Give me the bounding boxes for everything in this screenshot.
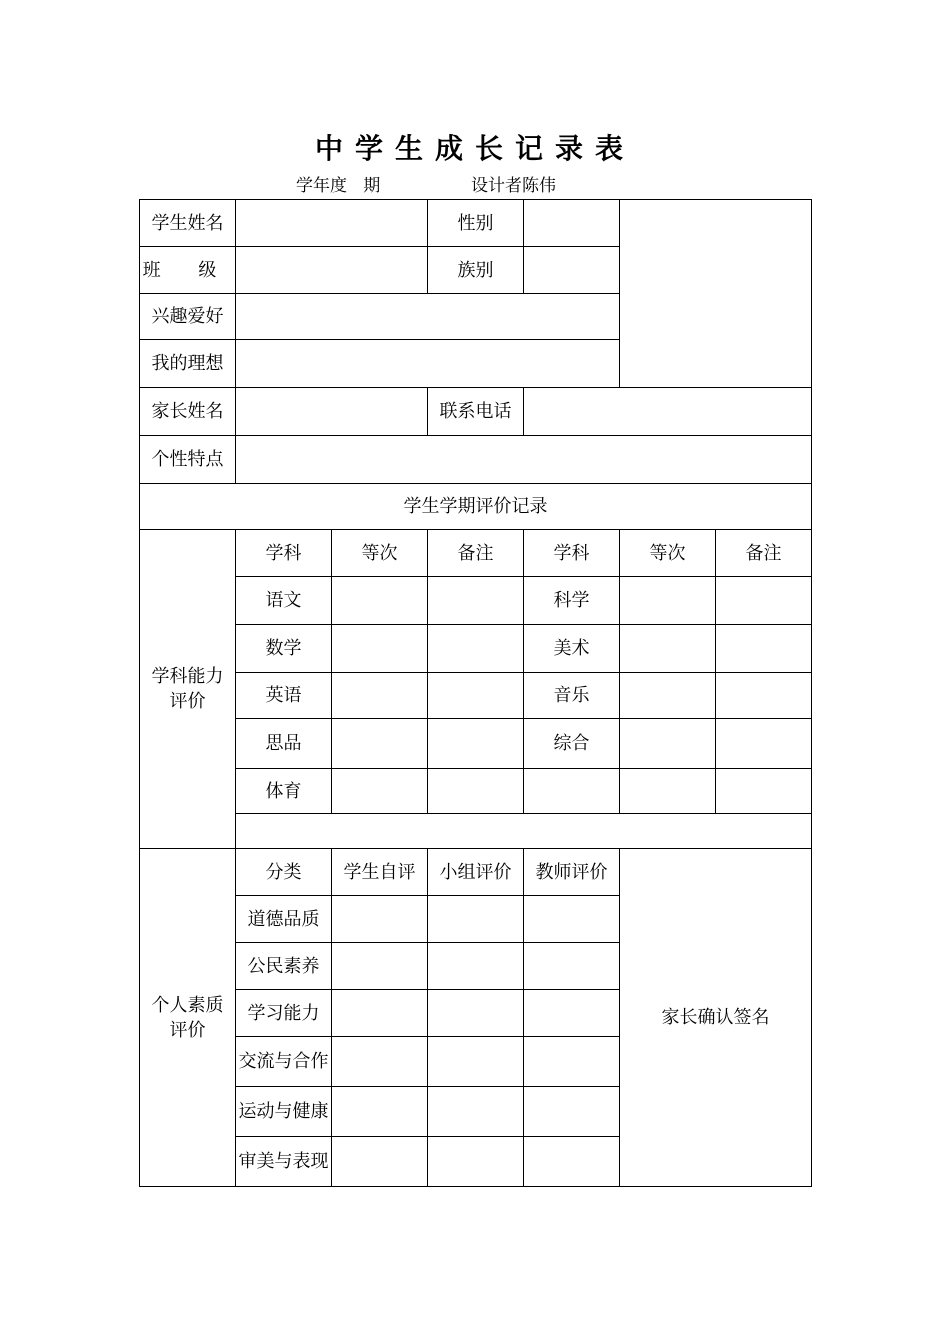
grade-field[interactable] bbox=[332, 769, 428, 814]
parent-name-label: 家长姓名 bbox=[140, 388, 236, 436]
self-eval-header: 学生自评 bbox=[332, 849, 428, 896]
gender-field[interactable] bbox=[524, 200, 620, 247]
teacher-eval-field[interactable] bbox=[524, 896, 620, 943]
school-year-term: 学年度 期 bbox=[296, 176, 381, 196]
self-eval-field[interactable] bbox=[332, 896, 428, 943]
designer-credit: 设计者陈伟 bbox=[471, 176, 556, 196]
remark-field[interactable] bbox=[428, 769, 524, 814]
teacher-eval-field[interactable] bbox=[524, 1037, 620, 1087]
hobbies-label: 兴趣爱好 bbox=[140, 294, 236, 340]
growth-record-table bbox=[139, 199, 812, 1187]
grade-field[interactable] bbox=[332, 673, 428, 719]
grade-field[interactable] bbox=[332, 719, 428, 769]
category-name: 运动与健康 bbox=[236, 1087, 332, 1137]
ethnicity-label: 族别 bbox=[428, 247, 524, 294]
remark-field[interactable] bbox=[716, 719, 812, 769]
subject-name bbox=[524, 769, 620, 814]
remark-field[interactable] bbox=[428, 673, 524, 719]
subject-header: 学科 bbox=[524, 530, 620, 577]
remark-header: 备注 bbox=[428, 530, 524, 577]
grade-header: 等次 bbox=[332, 530, 428, 577]
group-eval-field[interactable] bbox=[428, 1087, 524, 1137]
ideal-field[interactable] bbox=[236, 340, 620, 388]
self-eval-field[interactable] bbox=[332, 1037, 428, 1087]
gender-label: 性别 bbox=[428, 200, 524, 247]
teacher-eval-field[interactable] bbox=[524, 943, 620, 990]
student-name-field[interactable] bbox=[236, 200, 428, 247]
phone-field[interactable] bbox=[524, 388, 812, 436]
quality-section-label: 个人素质评价 bbox=[140, 849, 236, 1187]
grade-field[interactable] bbox=[332, 625, 428, 673]
grade-field[interactable] bbox=[620, 625, 716, 673]
self-eval-field[interactable] bbox=[332, 1137, 428, 1187]
class-field[interactable] bbox=[236, 247, 428, 294]
group-eval-field[interactable] bbox=[428, 1137, 524, 1187]
category-name: 公民素养 bbox=[236, 943, 332, 990]
group-eval-field[interactable] bbox=[428, 990, 524, 1037]
group-eval-field[interactable] bbox=[428, 896, 524, 943]
teacher-eval-field[interactable] bbox=[524, 1087, 620, 1137]
subject-header: 学科 bbox=[236, 530, 332, 577]
subject-name: 体育 bbox=[236, 769, 332, 814]
subject-name: 思品 bbox=[236, 719, 332, 769]
self-eval-field[interactable] bbox=[332, 943, 428, 990]
grade-field[interactable] bbox=[620, 769, 716, 814]
subject-name: 音乐 bbox=[524, 673, 620, 719]
self-eval-field[interactable] bbox=[332, 990, 428, 1037]
parent-signature-box[interactable]: 家长确认签名 bbox=[620, 849, 812, 1187]
remark-header: 备注 bbox=[716, 530, 812, 577]
category-name: 审美与表现 bbox=[236, 1137, 332, 1187]
subject-section-label: 学科能力评价 bbox=[140, 530, 236, 849]
class-label: 班 级 bbox=[140, 247, 236, 294]
group-eval-header: 小组评价 bbox=[428, 849, 524, 896]
subject-name: 数学 bbox=[236, 625, 332, 673]
category-name: 学习能力 bbox=[236, 990, 332, 1037]
subject-extra-field[interactable] bbox=[236, 814, 812, 849]
subject-name: 语文 bbox=[236, 577, 332, 625]
remark-field[interactable] bbox=[428, 625, 524, 673]
group-eval-field[interactable] bbox=[428, 943, 524, 990]
teacher-eval-field[interactable] bbox=[524, 990, 620, 1037]
ideal-label: 我的理想 bbox=[140, 340, 236, 388]
subject-name: 综合 bbox=[524, 719, 620, 769]
remark-field[interactable] bbox=[428, 719, 524, 769]
personality-field[interactable] bbox=[236, 436, 812, 484]
ethnicity-field[interactable] bbox=[524, 247, 620, 294]
remark-field[interactable] bbox=[716, 625, 812, 673]
remark-field[interactable] bbox=[428, 577, 524, 625]
subject-name: 美术 bbox=[524, 625, 620, 673]
grade-field[interactable] bbox=[620, 673, 716, 719]
self-eval-field[interactable] bbox=[332, 1087, 428, 1137]
student-name-label: 学生姓名 bbox=[140, 200, 236, 247]
category-name: 交流与合作 bbox=[236, 1037, 332, 1087]
remark-field[interactable] bbox=[716, 577, 812, 625]
category-header: 分类 bbox=[236, 849, 332, 896]
photo-box bbox=[620, 200, 812, 388]
grade-field[interactable] bbox=[620, 577, 716, 625]
page-title: 中学生成长记录表 bbox=[314, 132, 635, 165]
grade-header: 等次 bbox=[620, 530, 716, 577]
remark-field[interactable] bbox=[716, 673, 812, 719]
group-eval-field[interactable] bbox=[428, 1037, 524, 1087]
teacher-eval-field[interactable] bbox=[524, 1137, 620, 1187]
grade-field[interactable] bbox=[620, 719, 716, 769]
hobbies-field[interactable] bbox=[236, 294, 620, 340]
personality-label: 个性特点 bbox=[140, 436, 236, 484]
phone-label: 联系电话 bbox=[428, 388, 524, 436]
teacher-eval-header: 教师评价 bbox=[524, 849, 620, 896]
subject-name: 英语 bbox=[236, 673, 332, 719]
semester-section-title: 学生学期评价记录 bbox=[140, 484, 812, 530]
subject-name: 科学 bbox=[524, 577, 620, 625]
remark-field[interactable] bbox=[716, 769, 812, 814]
parent-name-field[interactable] bbox=[236, 388, 428, 436]
grade-field[interactable] bbox=[332, 577, 428, 625]
category-name: 道德品质 bbox=[236, 896, 332, 943]
